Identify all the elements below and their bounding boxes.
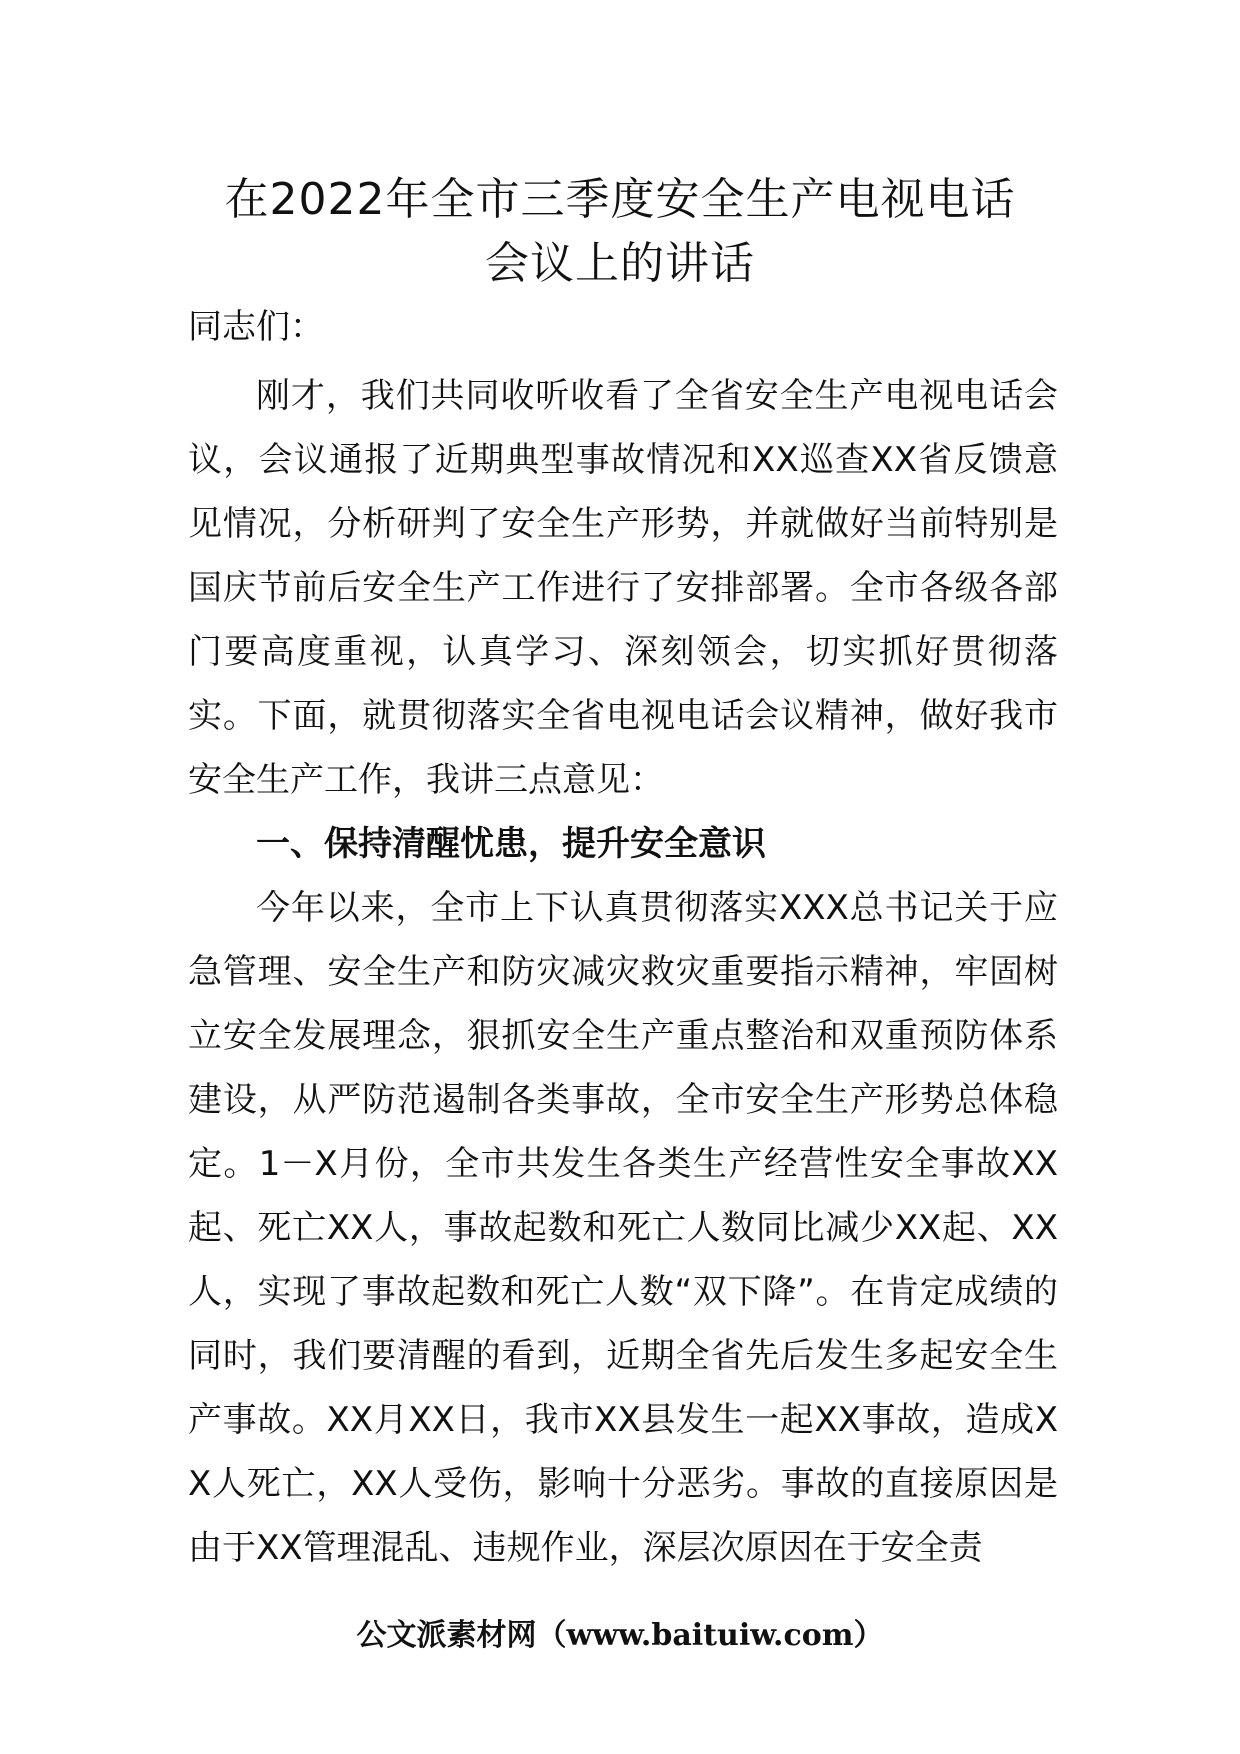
footer-watermark: 公文派素材网（www.baituiw.com） <box>356 1618 884 1653</box>
section-heading: 一、保持清醒忧患，提升安全意识 <box>256 824 766 864</box>
document-title-line2: 会议上的讲话 <box>485 238 755 289</box>
paragraph-section-one: 今年以来，全市上下认真贯彻落实XXX总书记关于应急管理、安全生产和防灾减灾救灾重要指示精神，牢固树立安全发展理念，狠抓安全生产重点整治和双重预防体系建设，从严防范遏制各类事故，全市安全生产形势总体稳定。1－X月份，全市共发生各类生产经营性安全事故XX起、死亡XX人，事故起数和死亡人数同比减少XX起、XX人，实现了事故起数和死亡人数“双下降”。在肯定成绩的同时，我们要清醒的看到，近期全省先后发生多起安全生产事故。XX月XX日，我市XX县发生一起XX事故，造成XX人死亡，XX人受伤，影响十分恶劣。事故的直接原因是由于XX管理混乱、违规作业，深层次原因在于安全责 <box>188 888 1058 1568</box>
salutation: 同志们： <box>188 307 324 347</box>
paragraph-intro: 刚才，我们共同收听收看了全省安全生产电视电话会议，会议通报了近期典型事故情况和XX巡查XX省反馈意见情况，分析研判了安全生产形势，并就做好当前特别是国庆节前后安全生产工作进行了安排部署。全市各级各部门要高度重视，认真学习、深刻领会，切实抓好贯彻落实。下面，就贯彻落实全省电视电话会议精神，做好我市安全生产工作，我讲三点意见： <box>188 376 1058 800</box>
document-title-line1: 在2022年全市三季度安全生产电视电话 <box>224 174 1016 225</box>
